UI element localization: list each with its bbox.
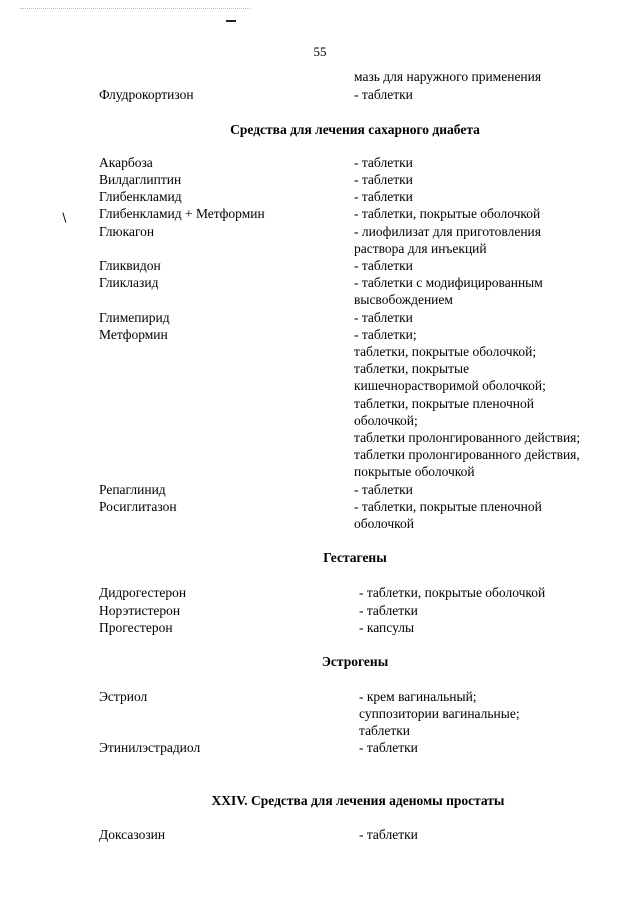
dosage-form: - таблетки	[354, 482, 413, 497]
dosage-form: таблетки пролонгированного действия,	[354, 447, 580, 462]
dosage-form: - таблетки, покрытые оболочкой	[354, 206, 541, 221]
drug-name: Акарбоза	[99, 155, 153, 170]
dosage-form: - таблетки, покрытые пленочной	[354, 499, 542, 514]
dosage-form: таблетки, покрытые пленочной	[354, 396, 535, 411]
dosage-form: кишечнорастворимой оболочкой;	[354, 378, 546, 393]
dosage-form: таблетки, покрытые	[354, 361, 470, 376]
dosage-form: - таблетки	[359, 603, 418, 618]
dosage-form: - таблетки	[354, 310, 413, 325]
dosage-form: - таблетки	[354, 87, 413, 102]
dosage-form: таблетки, покрытые оболочкой;	[354, 344, 537, 359]
drug-name: Прогестерон	[99, 620, 173, 635]
drug-name: Глюкагон	[99, 224, 155, 239]
scan-artifact	[20, 8, 250, 13]
dosage-form: - таблетки	[354, 155, 413, 170]
drug-name: Эстриол	[99, 689, 148, 704]
section-heading: Средства для лечения сахарного диабета	[230, 122, 480, 137]
drug-name: Этинилэстрадиол	[99, 740, 201, 755]
scan-mark	[226, 20, 236, 22]
drug-name: Гликлазид	[99, 275, 159, 290]
dosage-form: высвобождением	[354, 292, 453, 307]
dosage-form: - таблетки	[354, 189, 413, 204]
drug-name: Репаглинид	[99, 482, 166, 497]
drug-name: Дидрогестерон	[99, 585, 187, 600]
dosage-form: - лиофилизат для приготовления	[354, 224, 541, 239]
section-heading: Эстрогены	[321, 654, 389, 669]
page-number: 55	[313, 44, 327, 59]
dosage-form: - таблетки с модифицированным	[354, 275, 543, 290]
drug-name: Глибенкламид	[99, 189, 182, 204]
drug-name: Метформин	[99, 327, 168, 342]
dosage-form: - капсулы	[359, 620, 415, 635]
dosage-form: - таблетки	[359, 740, 418, 755]
section-heading: Гестагены	[323, 550, 387, 565]
drug-name: Вилдаглиптин	[99, 172, 182, 187]
dosage-form: - таблетки;	[354, 327, 417, 342]
section-heading: XXIV. Средства для лечения аденомы простаты	[211, 793, 505, 808]
top-form-line: мазь для наружного применения	[354, 69, 542, 84]
drug-name: Норэтистерон	[99, 603, 181, 618]
dosage-form: - таблетки, покрытые оболочкой	[359, 585, 546, 600]
drug-name: Флудрокортизон	[99, 87, 194, 102]
dosage-form: суппозитории вагинальные;	[359, 706, 520, 721]
drug-name: Росиглитазон	[99, 499, 177, 514]
drug-name: Глибенкламид + Метформин	[99, 206, 265, 221]
drug-name: Гликвидон	[99, 258, 161, 273]
dosage-form: раствора для инъекций	[354, 241, 487, 256]
dosage-form: таблетки	[359, 723, 411, 738]
dosage-form: оболочкой;	[354, 413, 418, 428]
dosage-form: покрытые оболочкой	[354, 464, 475, 479]
drug-name: Доксазозин	[99, 827, 166, 842]
dosage-form: - таблетки	[354, 172, 413, 187]
scan-tick: ∖	[60, 211, 68, 225]
drug-name: Глимепирид	[99, 310, 170, 325]
dosage-form: таблетки пролонгированного действия;	[354, 430, 581, 445]
dosage-form: - крем вагинальный;	[359, 689, 477, 704]
dosage-form: оболочкой	[354, 516, 414, 531]
dosage-form: - таблетки	[359, 827, 418, 842]
dosage-form: - таблетки	[354, 258, 413, 273]
